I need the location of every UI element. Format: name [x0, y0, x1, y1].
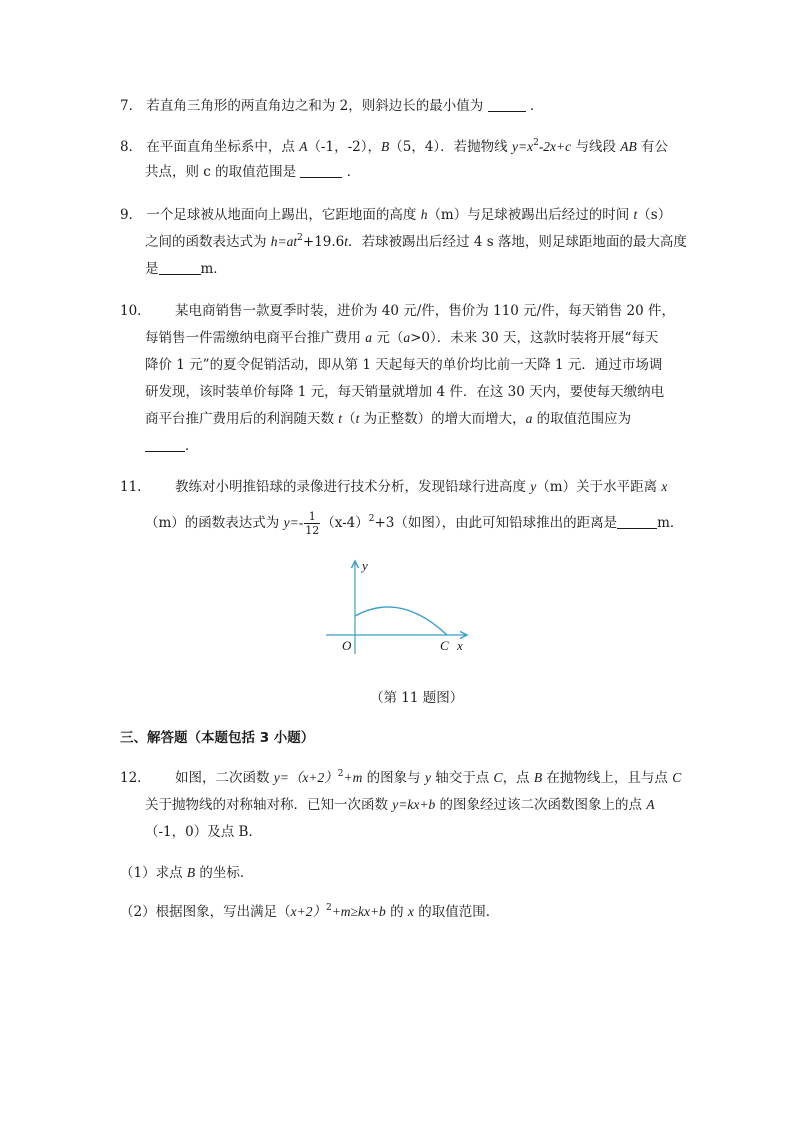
question-number: 8． — [120, 139, 143, 155]
question-12-line-1: 12． 如图，二次函数 $y=(x+2)^2+m$ 的图象与 y 轴交于点 C，点 B 在抛物线上，且与点 C — [120, 769, 682, 786]
question-10-line-3: 降价 1 元”的夏令促销活动，即从第 1 天起每天的单价均比前一天降 1 元．通过市场调 — [145, 357, 663, 373]
figure-caption: （第 11 题图） — [370, 690, 464, 706]
point-c-label: C — [440, 638, 449, 653]
question-number: 12． — [120, 770, 151, 786]
section-heading: 三、解答题（本题包括 3 小题） — [120, 730, 315, 746]
answer-blank — [617, 514, 657, 529]
question-9-line-3: 是 m． — [145, 261, 227, 277]
question-11-line-2: （m）的函数表达式为 y=- $\frac{1}{12}$ $(x-4)^2+3$（如图），由此可知铅球推出的距离是 m． — [145, 510, 684, 537]
parabola-figure — [322, 558, 472, 658]
question-12-line-3: （-1，0）及点 B． — [145, 824, 262, 840]
question-10-line-4: 研发现，该时装单价每降 1 元，每天销量就增加 4 件．在这 30 天内，要使每天缴纳电 — [145, 384, 665, 400]
question-12-line-2: 关于抛物线的对称轴对称．已知一次函数 y=kx+b 的图象经过该二次函数图象上的点 A — [145, 797, 655, 813]
question-9-line-1: 9． 一个足球被从地面向上踢出，它距地面的高度 h（m）与足球被踢出后经过的时间 t（s） — [120, 207, 672, 223]
question-text: 若直角三角形的两直角边之和为 2，则斜边长的最小值为 — [146, 98, 484, 114]
answer-blank — [145, 437, 185, 452]
question-9-line-2: 之间的函数表达式为 $h=at^2+19.6t$．若球被踢出后经过 4 s 落地，则足球距地面的最大高度 — [145, 233, 687, 250]
answer-blank — [488, 97, 526, 112]
answer-blank — [159, 260, 201, 275]
question-number: 10． — [120, 303, 151, 319]
question-10-line-1: 10． 某电商销售一款夏季时装，进价为 40 元/件，售价为 110 元/件，每天销售 20 件， — [120, 303, 675, 319]
question-number: 11． — [120, 479, 151, 495]
y-axis-label: y — [362, 558, 368, 573]
fraction: $\frac{1}{12}$ — [305, 510, 320, 537]
question-12-part-1: （1）求点 B 的坐标． — [120, 865, 254, 881]
question-7: 7． 若直角三角形的两直角边之和为 2，则斜边长的最小值为 ． — [120, 98, 544, 114]
question-number: 7． — [120, 98, 143, 114]
question-8-line-2: 共点，则 c 的取值范围是 ． — [145, 164, 361, 180]
question-10-line-5: 商平台推广费用后的利润随天数 t（t 为正整数）的增大而增大，a 的取值范围应为 — [145, 411, 632, 427]
question-8-line-1: 8． 在平面直角坐标系中，点 A（-1，-2），B（5，4）．若抛物线 $y=x^2-2x+c$ 与线段 AB 有公 — [120, 138, 669, 155]
answer-blank — [300, 163, 342, 178]
parabola-curve — [355, 607, 447, 635]
x-axis-label: x — [457, 638, 463, 653]
question-12-part-2: （2）根据图象，写出满足$(x+2)^2+m\ge kx+b$ 的 x 的取值范围． — [120, 903, 500, 920]
question-11-line-1: 11． 教练对小明推铅球的录像进行技术分析，发现铅球行进高度 y（m）关于水平距离 x — [120, 479, 668, 495]
origin-label: O — [342, 638, 352, 653]
question-number: 9． — [120, 207, 143, 223]
question-10-line-2: 每销售一件需缴纳电商平台推广费用 a 元（a>0）．未来 30 天，这款时装将开展“每天 — [145, 330, 659, 346]
question-10-line-6: ． — [145, 436, 199, 456]
